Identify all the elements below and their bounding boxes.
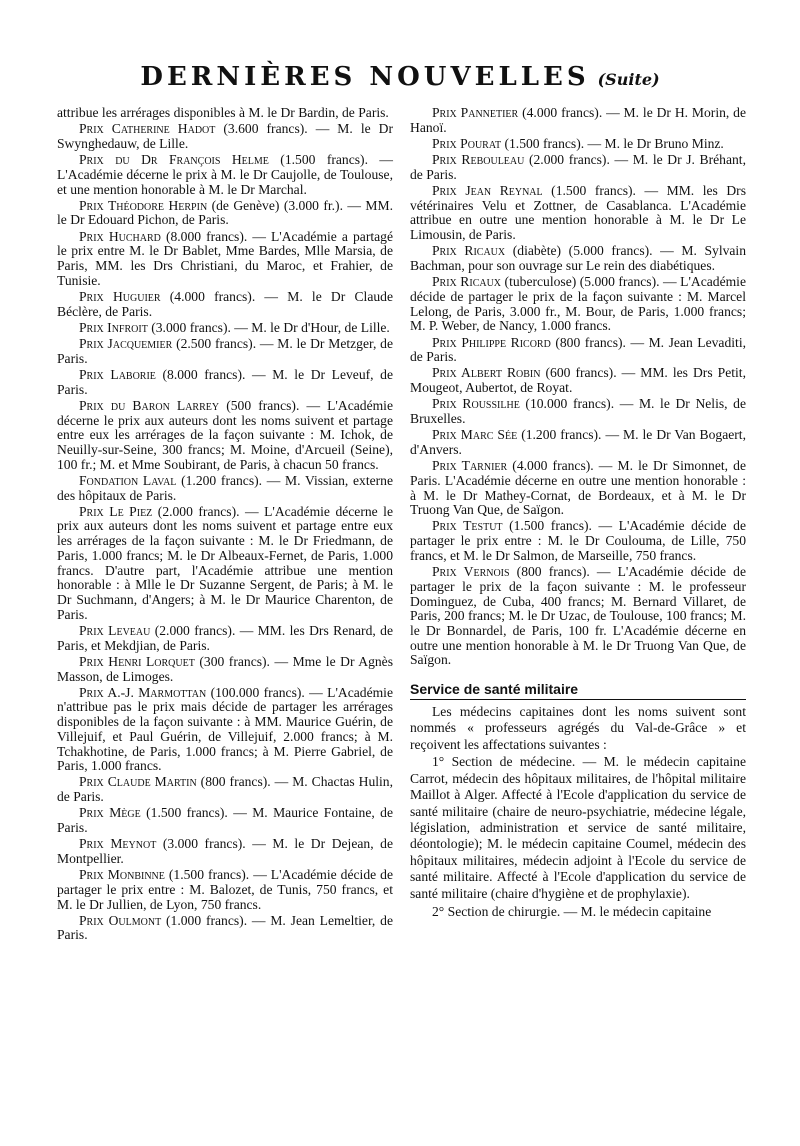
prize-entry — [410, 137, 746, 152]
prize-entry — [410, 275, 746, 334]
prize-entry — [57, 868, 393, 912]
prize-name: Prix Testut — [432, 518, 503, 534]
prize-entry — [57, 122, 393, 151]
prize-name: Prix Huguier — [79, 288, 161, 304]
prize-entry — [410, 397, 746, 426]
prize-name: Fondation Laval — [79, 472, 177, 488]
prize-text: (1.500 francs). — M. Maurice Fontaine, de Paris. — [57, 805, 393, 836]
prize-text: (300 francs). — Mme le Dr Agnès Masson, de Limoges. — [57, 653, 393, 684]
prize-name: Prix Pourat — [432, 135, 502, 151]
prize-text: (2.500 francs). — M. le Dr Metzger, de Paris. — [57, 336, 393, 366]
prize-text: (10.000 francs). — M. le Dr Nelis, de Bruxelles. — [410, 396, 746, 427]
prize-entry — [410, 184, 746, 243]
prize-text: (3.000 francs). — M. le Dr Dejean, de Montpellier. — [57, 836, 393, 866]
prize-text: (4.000 francs). — M. le Dr H. Morin, de Hanoï. — [410, 105, 747, 135]
prize-text: (800 francs). — M. Chactas Hulin, de Paris. — [57, 774, 393, 805]
prize-text: (tuberculose) (5.000 francs). — L'Académie décide de partager le prix de la façon suivante : M. Marcel Lelong, de Paris, 3.000 fr., M. Bour, de Paris, 1.000 francs; M. P. Weber, de Nancy, 1.000 francs. — [410, 274, 746, 334]
prize-text: (8.000 francs). — M. le Dr Leveuf, de Paris. — [57, 366, 393, 397]
prize-text: (1.200 francs). — M. Vissian, externe des hôpitaux de Paris. — [57, 472, 393, 503]
prize-entry — [57, 106, 393, 121]
prize-text: (4.000 francs). — M. le Dr Claude Béclère, de Paris. — [57, 288, 393, 319]
page-header — [0, 62, 800, 92]
prize-entry — [410, 366, 746, 395]
prize-name: Prix Philippe Ricord — [432, 334, 551, 350]
prize-name: Prix Meynot — [79, 836, 157, 852]
prize-name: Prix Jean Reynal — [432, 183, 543, 199]
prize-text: (600 francs). — MM. les Drs Petit, Mougeot, Aubertot, de Royat. — [410, 365, 746, 396]
prize-text: attribue les arrérages disponibles à M. le Dr Bardin, de Paris. — [57, 105, 389, 120]
prize-entry — [57, 474, 393, 503]
prize-name: Prix Roussilhe — [432, 396, 520, 412]
prize-text: (800 francs). — M. Jean Levaditi, de Paris. — [410, 334, 746, 365]
prize-name: Prix Tarnier — [432, 458, 508, 474]
section-heading: Service de santé militaire — [410, 682, 746, 700]
section-body — [410, 704, 746, 920]
prize-text: (4.000 francs). — M. le Dr Simonnet, de Paris. L'Académie décerne en outre une mention honorable : à M. le Dr Mathey-Cornat, de Bordeaux, et à M. le Dr Truong Van Que, de Saïgon. — [410, 458, 746, 518]
prize-name: Prix Théodore Herpin — [79, 197, 208, 213]
prize-text: (2.000 francs). — MM. les Drs Renard, de Paris, et Mekdjian, de Paris. — [57, 622, 393, 653]
prize-text: (1.200 francs). — M. le Dr Van Bogaert, d'Anvers. — [410, 427, 746, 457]
prize-entry — [410, 336, 746, 365]
prize-name: Prix Huchard — [79, 228, 161, 244]
prize-name: Prix Claude Martin — [79, 774, 197, 790]
prize-entry — [57, 153, 393, 197]
prize-text: (800 francs). — L'Académie décide de partager le prix de la façon suivante : M. le professeur Dominguez, de Cuba, 400 francs; M. Bernard Villaret, de Paris, 200 francs; M. le Dr Uzac, de Toulouse, 100 francs; M. le Dr Bonnardel, de Paris, 100 fr. L'Académie décerne en outre une mention honorable à M. le Dr Truong Van Que, de Saïgon. — [410, 564, 746, 668]
prize-text: (diabète) (5.000 francs). — M. Sylvain Bachman, pour son ouvrage sur Le rein des diabétiques. — [410, 243, 746, 274]
page-title-suite: (Suite) — [597, 70, 660, 89]
prize-name: Prix Le Piez — [79, 503, 153, 519]
left-column — [57, 106, 393, 945]
prize-name: Prix Pannetier — [432, 105, 519, 120]
prize-text: (2.000 francs). — L'Académie décerne le prix aux auteurs dont les noms suivent et partage entre eux les arrérages de la façon suivante : M. le Dr Friedmann, de Paris, 1.000 francs; M. le Dr Albeaux-Fernet, de Paris, 1.000 francs. D'autre part, l'Académie attribue une mention honorable : à Mlle le Dr Suzanne Sergent, de Paris; à M. le Dr Suchmann, d'Angers; à M. le Dr Maurice Charenton, de Paris. — [57, 503, 393, 622]
prize-entry — [410, 428, 746, 457]
prize-entry — [57, 624, 393, 653]
prize-name: Prix Jacquemier — [79, 336, 173, 352]
prize-text: (3.000 francs). — M. le Dr d'Hour, de Lille. — [147, 319, 390, 335]
prize-entry — [410, 244, 746, 273]
prize-text: (1.500 francs). — L'Académie décide de partager le prix entre : M. le Dr Coulouma, de Lille, 750 francs, et M. le Dr Salmon, de Marseille, 750 francs. — [410, 518, 746, 563]
prize-name: Prix Mège — [79, 805, 141, 821]
section-paragraph: Les médecins capitaines dont les noms suivent sont nommés « professeurs agrégés du Val-de-Grâce » et reçoivent les affectations suivantes : — [410, 703, 746, 752]
prize-entry — [57, 337, 393, 366]
prize-entry — [57, 914, 393, 943]
prize-name: Prix Oulmont — [79, 912, 162, 928]
prize-text: (de Genève) (3.000 fr.). — MM. le Dr Edouard Pichon, de Paris. — [57, 197, 393, 228]
prize-name: Prix Marc Sée — [432, 427, 518, 443]
prize-text: (1.500 francs). — L'Académie décide de partager le prix entre : M. Balozet, de Tunis, 750 francs, et M. le Dr Jullien, de Lyon, 750 francs. — [57, 867, 393, 912]
prize-entry — [57, 655, 393, 684]
prize-text: (2.000 francs). — M. le Dr J. Bréhant, de Paris. — [410, 152, 746, 182]
prize-entry — [57, 290, 393, 319]
prize-name: Prix Henri Lorquet — [79, 653, 195, 669]
prize-entry — [410, 106, 746, 135]
prize-entry — [57, 368, 393, 397]
prize-entry — [57, 505, 393, 623]
section-paragraph: 1° Section de médecine. — M. le médecin capitaine Carrot, médecin des hôpitaux militaires, de l'hôpital militaire Maillot à Alger. Affecté à l'Ecole d'application du service de santé militaire (chaire de neuro-psychiatrie, médecine légale, législation, administration et service de santé militaire, déontologie); M. le médecin capitaine Coumel, médecin des hôpitaux militaires, médecin adjoint à l'Ecole du service de santé militaire. Affecté à l'Ecole d'application du service de santé militaire (chaire d'hygiène et de prophylaxie). — [410, 754, 746, 901]
prize-name: Prix Leveau — [79, 622, 151, 638]
prize-entry — [410, 153, 746, 182]
prize-name: Prix Albert Robin — [432, 365, 541, 381]
prize-text: (100.000 francs). — L'Académie n'attribue pas le prix mais décide de partager les arrérages disponibles de la façon suivante : à MM. Maurice Guérin, de Villejuif, et Paul Guérin, de Villejuif, 2.000 francs; à M. Tchakhotine, de Paris, 1.000 francs; à M. Pierre Gabriel, de Paris, 1.000 francs. — [57, 684, 393, 774]
prize-text: (1.500 francs). — M. le Dr Bruno Minz. — [501, 135, 724, 151]
prize-text: (8.000 francs). — L'Académie a partagé le prix entre M. le Dr Bablet, Mme Bardes, Mlle Marsia, de Paris, MM. les Drs Christiani, du Maroc, et Frahier, de Tunisie. — [57, 228, 393, 288]
prize-entry — [57, 775, 393, 804]
prize-name: Prix Ricaux — [432, 274, 502, 290]
section-paragraph: 2° Section de chirurgie. — M. le médecin capitaine — [432, 903, 712, 919]
prize-entry — [57, 199, 393, 228]
prize-name: Prix Vernois — [432, 564, 510, 580]
prize-name: Prix Rebouleau — [432, 152, 525, 168]
prize-name: Prix Laborie — [79, 366, 156, 382]
prize-entry — [410, 459, 746, 518]
prize-entry — [57, 321, 393, 336]
prize-name: Prix Monbinne — [79, 867, 165, 883]
page-title: DERNIÈRES NOUVELLES — [140, 62, 590, 92]
prize-text: (3.600 francs). — M. le Dr Swynghedauw, de Lille. — [57, 121, 393, 151]
prize-name: Prix Infroit — [79, 319, 148, 335]
prize-text: (1.500 francs). — MM. les Drs vétérinaires Velu et Zottner, de Casablanca. L'Académie attribue en outre une mention honorable à M. le Dr Le Limousin, de Paris. — [410, 183, 746, 243]
prize-entry — [410, 519, 746, 563]
prize-entry — [57, 837, 393, 866]
prize-text: (1.500 francs). — L'Académie décerne le prix à M. le Dr Caujolle, de Toulouse, et une mention honorable à M. le Dr Marchal. — [57, 152, 393, 197]
prize-name: Prix Catherine Hadot — [79, 121, 216, 137]
prize-name: Prix du Baron Larrey — [79, 397, 220, 413]
prize-list-right — [410, 106, 746, 668]
prize-entry — [57, 399, 393, 473]
prize-entry — [410, 565, 746, 668]
prize-text: (1.000 francs). — M. Jean Lemeltier, de Paris. — [57, 912, 393, 943]
prize-name: Prix du Dr François Helme — [79, 152, 269, 168]
prize-name: Prix Ricaux — [432, 243, 506, 259]
prize-text: (500 francs). — L'Académie décerne le prix aux auteurs dont les noms suivent et partage entre eux les arrérages de la façon suivante : M. Ichok, de Neuilly-sur-Seine, 300 francs; M. Moine, d'Arcueil (Seine), 100 fr.; M. et Mme Soubirant, de Paris, à chacun 50 francs. — [57, 397, 393, 472]
prize-entry — [57, 230, 393, 289]
prize-entry — [57, 806, 393, 835]
right-column — [410, 106, 746, 922]
prize-name: Prix A.-J. Marmottan — [79, 684, 207, 700]
prize-entry — [57, 686, 393, 774]
